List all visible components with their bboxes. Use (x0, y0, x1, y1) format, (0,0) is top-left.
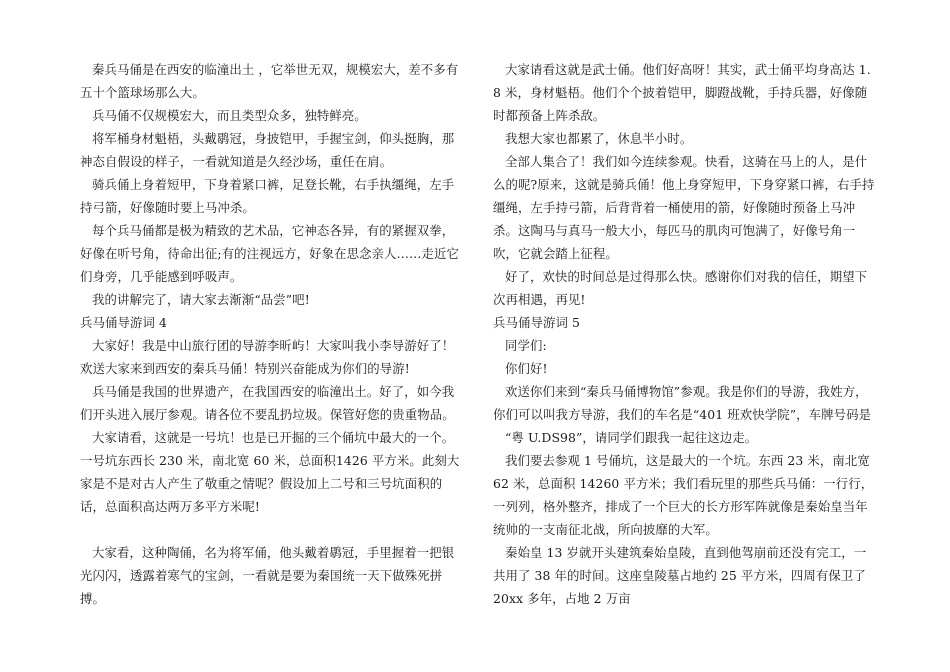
paragraph: 大家好！我是中山旅行团的导游李昕屿！大家叫我小李导游好了！欢送大家来到西安的秦兵马俑！特别兴奋能成为你们的导游! (80, 338, 455, 376)
paragraph: 大家请看，这就是一号坑！也是已开掘的三个俑坑中最大的一个。一号坑东西长 230 米，南北宽 60 米，总面积1426 平方米。此刻大家是不是对古人产生了敬重之情呢？假设加上二号和三号坑面积的话，总面积高达两万多平方米呢! (80, 430, 460, 514)
paragraph: 兵马俑是我国的世界遗产，在我国西安的临潼出土。好了，如今我们开头进入展厅参观。请各位不要乱扔垃圾。保管好您的贵重物品。 (80, 384, 455, 422)
paragraph: 好了，欢快的时间总是过得那么快。感谢你们对我的信任，期望下次再相遇，再见! (493, 269, 868, 307)
paragraph: 同学们: (505, 338, 547, 353)
paragraph: 每个兵马俑都是极为精致的艺术品，它神态各异，有的紧握双拳，好像在听号角，待命出征;有的注视远方，好象在思念亲人……走近它们身旁，几乎能感到呼吸声。 (80, 223, 459, 284)
paragraph: 我想大家也都累了，休息半小时。 (505, 131, 693, 146)
paragraph: 秦兵马俑是在西安的临潼出土 ，它举世无双，规模宏大，差不多有五十个篮球场那么大。 (80, 62, 459, 100)
paragraph: 我的讲解完了，请大家去渐渐“品尝”吧! (92, 292, 310, 307)
paragraph: 兵马俑不仅规模宏大，而且类型众多，独特鲜亮。 (92, 108, 367, 123)
paragraph: 全部人集合了！我们如今连续参观。快看，这骑在马上的人，是什么的呢?原来，这就是骑兵俑！他上身穿短甲，下身穿紧口裤，右手持缰绳，左手持弓箭，后背背着一桶使用的箭，好像随时预备上马冲杀。这陶马与真马一般大小，每匹马的肌肉可饱满了，好像号角一吹，它就会踏上征程。 (493, 154, 875, 261)
paragraph: 欢送你们来到“秦兵马俑博物馆”参观。我是你们的导游，我姓方，你们可以叫我方导游，我们的车名是“401 班欢快学院”，车牌号码是 (493, 384, 872, 422)
paragraph: 大家看，这种陶俑，名为将军俑，他头戴着鹖冠，手里握着一把银光闪闪，透露着寒气的宝剑，一看就是要为秦国统一天下做殊死拼搏。 (80, 545, 455, 606)
paragraph: 大家请看这就是武士俑。他们好高呀！其实，武士俑平均身高达 1.8 米，身材魁梧。他们个个披着铠甲，脚蹬战靴，手持兵器，好像随时都预备上阵杀敌。 (493, 62, 871, 123)
section-heading: 兵马俑导游词 4 (80, 315, 167, 330)
paragraph: 我们要去参观 1 号俑坑，这是最大的一个坑。东西 23 米，南北宽 62 米，总面积 14260 平方米；我们看玩里的那些兵马俑：一行行，一列列，格外整齐，排成了一个巨大的长方形军阵就像是秦始皇当年统帅的一支南征北战，所向披靡的大军。 (493, 453, 874, 537)
right-column (493, 58, 876, 610)
paragraph: “粤 U.DS98”，请同学们跟我一起往这边走。 (505, 430, 758, 445)
paragraph: 秦始皇 13 岁就开头建筑秦始皇陵，直到他驾崩前还没有完工，一共用了 38 年的时间。这座皇陵墓占地约 25 平方米，四周有保卫了 20xx 多年，占地 2 万亩 (493, 545, 867, 606)
paragraph: 将军桶身材魁梧，头戴鹖冠，身披铠甲，手握宝剑，仰头挺胸，那神态自假设的样子，一看就知道是久经沙场，重任在肩。 (80, 131, 455, 169)
left-column (80, 58, 463, 610)
blank-line (80, 518, 463, 541)
paragraph: 你们好! (505, 361, 548, 376)
section-heading: 兵马俑导游词 5 (493, 315, 580, 330)
paragraph: 骑兵俑上身着短甲，下身着紧口裤，足登长靴，右手执缰绳，左手持弓箭，好像随时要上马冲杀。 (80, 177, 455, 215)
